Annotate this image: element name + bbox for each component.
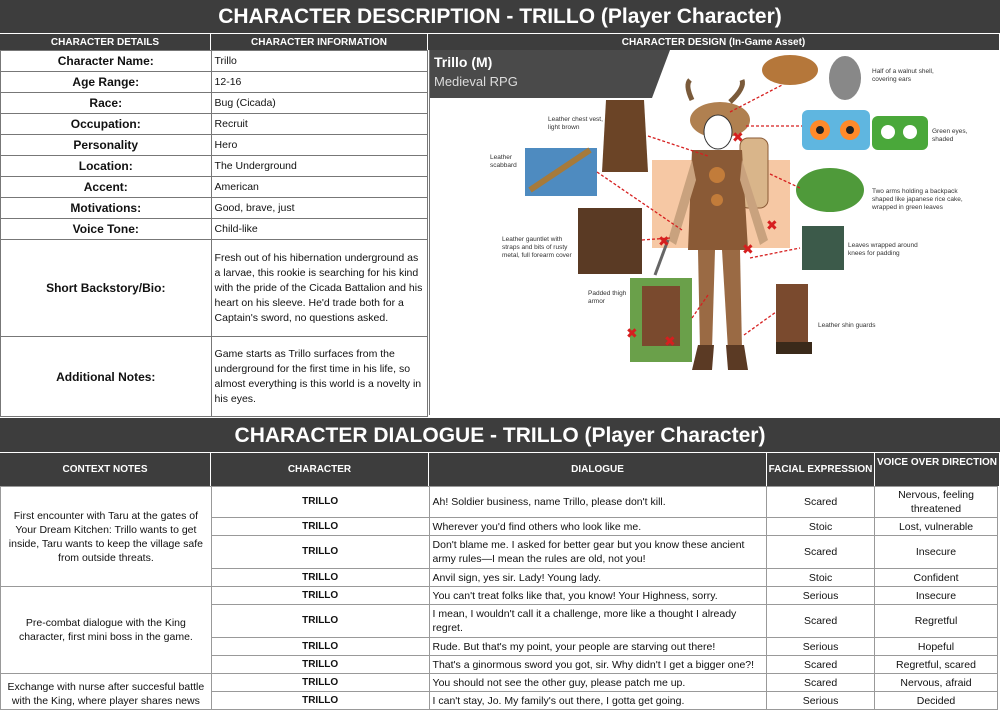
detail-value: Good, brave, just — [211, 198, 427, 219]
detail-value: Bug (Cicada) — [211, 93, 427, 114]
detail-value: Recruit — [211, 114, 427, 135]
detail-value-notes: Game starts as Trillo surfaces from the underground for the first time in his life, so almost everything is this world is a novelty in his eyes. — [211, 337, 427, 417]
voice-direction: Regretful — [875, 605, 998, 638]
svg-text:✖: ✖ — [732, 130, 744, 146]
table-row — [1, 587, 998, 605]
voice-direction: Lost, vulnerable — [875, 518, 998, 536]
detail-label: Location: — [1, 156, 212, 177]
header-facial-expression: FACIAL EXPRESSION — [767, 452, 875, 486]
detail-value: Trillo — [211, 51, 427, 72]
header-character: CHARACTER — [211, 452, 429, 486]
voice-direction: Nervous, afraid — [875, 674, 998, 692]
annotation-walnut: Half of a walnut shell, covering ears — [872, 68, 934, 83]
detail-label: Occupation: — [1, 114, 212, 135]
detail-label: Personality — [1, 135, 212, 156]
header-character-design: CHARACTER DESIGN (In-Game Asset) — [428, 33, 1000, 50]
detail-label: Age Range: — [1, 72, 212, 93]
header-character-details: CHARACTER DETAILS — [0, 33, 211, 50]
facial-expression: Scared — [767, 605, 875, 638]
dialogue-line: Wherever you'd find others who look like me. — [429, 518, 767, 536]
character-details-table — [0, 50, 428, 417]
detail-label: Additional Notes: — [1, 337, 212, 417]
dialogue-line: I mean, I wouldn't call it a challenge, more like a thought I already regret. — [429, 605, 767, 638]
facial-expression: Serious — [767, 587, 875, 605]
detail-value: Hero — [211, 135, 427, 156]
svg-text:✖: ✖ — [664, 334, 676, 350]
dialogue-line: Rude. But that's my point, your people are starving out there! — [429, 638, 767, 656]
facial-expression: Stoic — [767, 518, 875, 536]
dialogue-character: TRILLO — [211, 569, 429, 587]
voice-direction: Nervous, feeling threatened — [875, 487, 998, 518]
dialogue-character: TRILLO — [211, 656, 429, 674]
context-note: Pre-combat dialogue with the King character, first mini boss in the game. — [1, 587, 212, 674]
dialogue-character: TRILLO — [211, 674, 429, 692]
dialogue-line: Anvil sign, yes sir. Lady! Young lady. — [429, 569, 767, 587]
design-character-name: Trillo (M) — [434, 54, 493, 70]
dialogue-character: TRILLO — [211, 692, 429, 710]
voice-direction: Regretful, scared — [875, 656, 998, 674]
dialogue-table — [0, 486, 998, 710]
detail-value: American — [211, 177, 427, 198]
voice-direction: Hopeful — [875, 638, 998, 656]
annotation-thigh: Padded thigh armor — [588, 290, 627, 305]
header-context-notes: CONTEXT NOTES — [0, 452, 211, 486]
table-row — [1, 674, 998, 692]
design-genre: Medieval RPG — [434, 74, 518, 89]
detail-value-backstory: Fresh out of his hibernation underground as a larvae, this rookie is searching for his kind with the pride of the Cicada Battalion and his heart on his sleeve. He'd trade both for a Captain's sword, no questions asked. — [211, 240, 427, 337]
detail-value: The Underground — [211, 156, 427, 177]
annotation-vest: Leather chest vest, light brown — [548, 116, 603, 131]
annotation-shin: Leather shin guards — [818, 322, 876, 329]
annotation-gauntlet: Leather gauntlet with straps and bits of rusty metal, full forearm cover — [502, 236, 572, 259]
header-voice-over-direction: VOICE OVER DIRECTION — [875, 452, 1000, 486]
svg-text:✖: ✖ — [658, 234, 670, 250]
description-title: CHARACTER DESCRIPTION - TRILLO (Player Character) — [0, 0, 1000, 33]
dialogue-line: Don't blame me. I asked for better gear but you know these ancient army rules—I mean the rules are old, not you! — [429, 536, 767, 569]
facial-expression: Scared — [767, 487, 875, 518]
dialogue-line: You should not see the other guy, please patch me up. — [429, 674, 767, 692]
annotation-backpack: Two arms holding a backpack shaped like japanese rice cake, wrapped in green leaves — [872, 188, 963, 211]
voice-direction: Confident — [875, 569, 998, 587]
dialogue-character: TRILLO — [211, 487, 429, 518]
detail-label: Race: — [1, 93, 212, 114]
dialogue-line: That's a ginormous sword you got, sir. Why didn't I get a bigger one?! — [429, 656, 767, 674]
svg-text:✖: ✖ — [766, 218, 778, 234]
svg-text:✖: ✖ — [626, 326, 638, 342]
dialogue-character: TRILLO — [211, 605, 429, 638]
detail-label: Accent: — [1, 177, 212, 198]
detail-value: 12-16 — [211, 72, 427, 93]
table-row — [1, 487, 998, 518]
header-dialogue: DIALOGUE — [429, 452, 767, 486]
voice-direction: Decided — [875, 692, 998, 710]
annotation-leaves: Leaves wrapped around knees for padding — [848, 242, 918, 257]
voice-direction: Insecure — [875, 536, 998, 569]
context-note: First encounter with Taru at the gates of Your Dream Kitchen: Trillo wants to get inside, Taru wants to keep the village safe from outside threats. — [1, 487, 212, 587]
facial-expression: Serious — [767, 692, 875, 710]
facial-expression: Serious — [767, 638, 875, 656]
dialogue-character: TRILLO — [211, 587, 429, 605]
facial-expression: Scared — [767, 536, 875, 569]
facial-expression: Scared — [767, 674, 875, 692]
dialogue-character: TRILLO — [211, 536, 429, 569]
dialogue-title: CHARACTER DIALOGUE - TRILLO (Player Character) — [0, 418, 1000, 452]
detail-value: Child-like — [211, 219, 427, 240]
header-character-information: CHARACTER INFORMATION — [211, 33, 428, 50]
character-design-panel — [429, 50, 1000, 415]
dialogue-character: TRILLO — [211, 518, 429, 536]
context-note: Exchange with nurse after succesful battle with the King, where player shares news — [1, 674, 212, 710]
detail-label: Short Backstory/Bio: — [1, 240, 212, 337]
facial-expression: Stoic — [767, 569, 875, 587]
voice-direction: Insecure — [875, 587, 998, 605]
annotation-scabbard: Leather scabbard — [490, 154, 517, 169]
detail-label: Character Name: — [1, 51, 212, 72]
dialogue-line: I can't stay, Jo. My family's out there, I gotta get going. — [429, 692, 767, 710]
character-illustration — [430, 50, 1000, 415]
svg-text:✖: ✖ — [742, 242, 754, 258]
dialogue-character: TRILLO — [211, 638, 429, 656]
dialogue-line: Ah! Soldier business, name Trillo, please don't kill. — [429, 487, 767, 518]
facial-expression: Scared — [767, 656, 875, 674]
annotation-eyes: Green eyes, shaded — [932, 128, 968, 143]
detail-label: Motivations: — [1, 198, 212, 219]
dialogue-line: You can't treat folks like that, you know! Your Highness, sorry. — [429, 587, 767, 605]
detail-label: Voice Tone: — [1, 219, 212, 240]
